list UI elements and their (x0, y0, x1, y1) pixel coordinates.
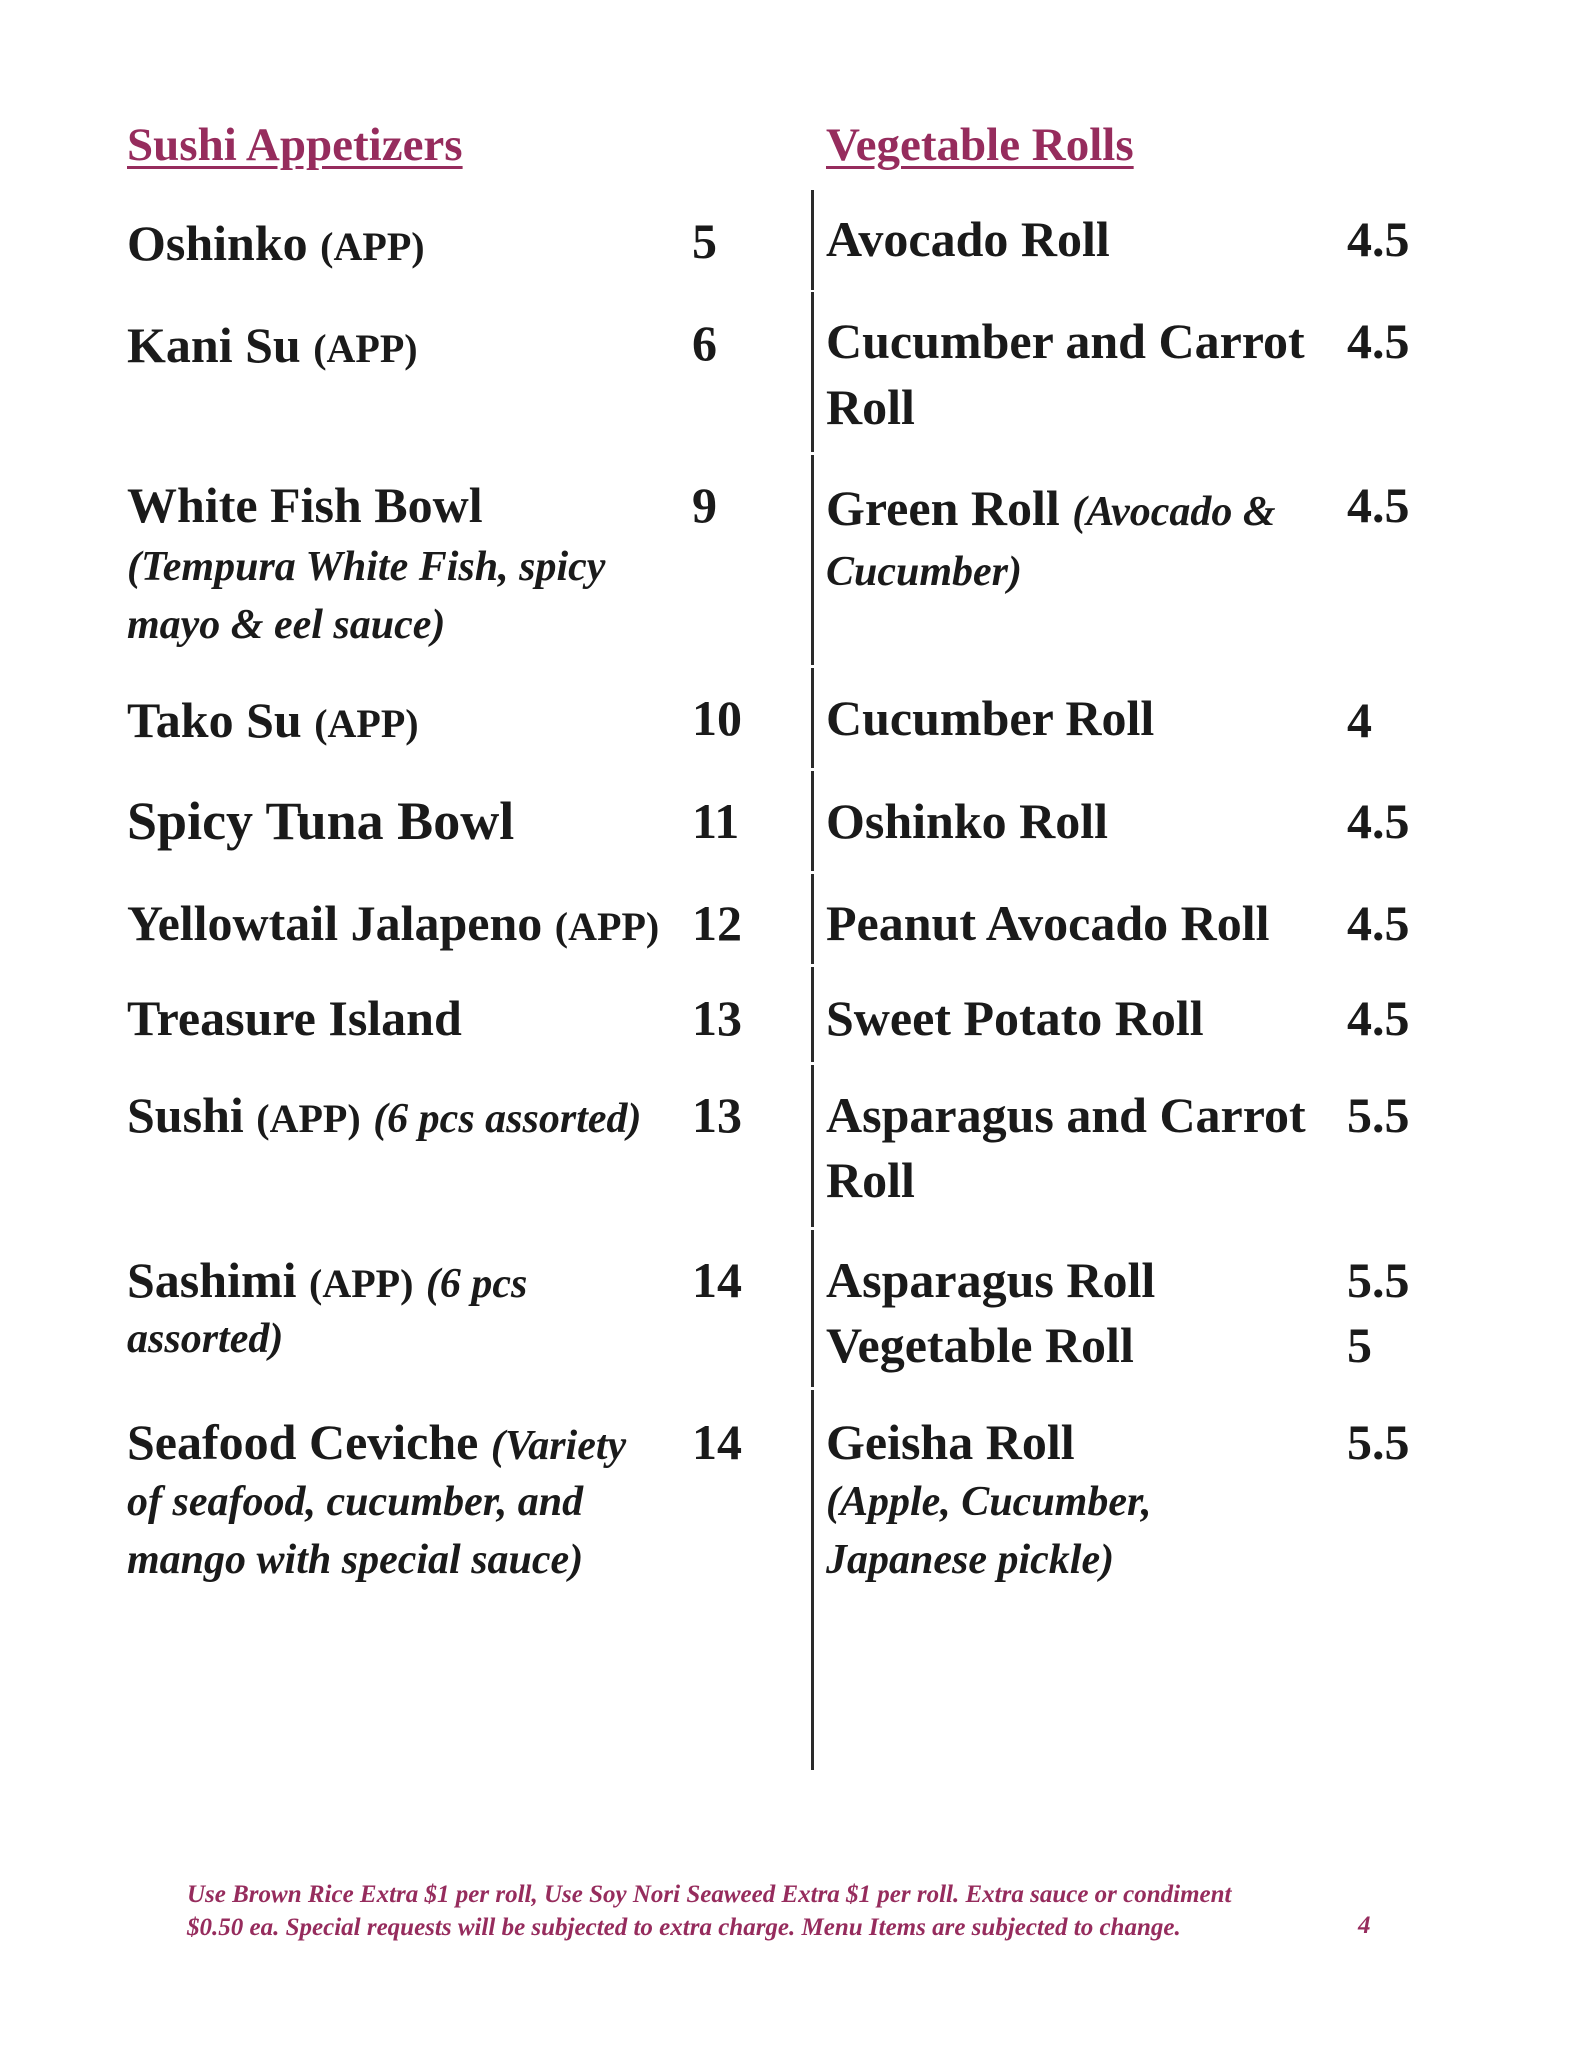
menu-item-description: (Apple, Cucumber, (826, 1479, 1152, 1525)
menu-item-price: 4.5 (1347, 895, 1410, 951)
column-divider (811, 967, 814, 1062)
menu-item-price: 5.5 (1347, 1252, 1410, 1308)
column-divider (811, 292, 814, 452)
menu-item-name: Seafood Ceviche (Variety (127, 1414, 627, 1470)
menu-item-description: assorted) (127, 1316, 284, 1362)
page-number: 4 (1358, 1912, 1371, 1939)
menu-item-price: 13 (692, 1087, 742, 1143)
menu-item-price: 5.5 (1347, 1087, 1410, 1143)
column-divider (811, 1065, 814, 1227)
column-divider (811, 190, 814, 290)
menu-item-name: Sweet Potato Roll (826, 990, 1204, 1046)
menu-item-name: Vegetable Roll (826, 1317, 1134, 1373)
menu-item-name-continued: Roll (826, 379, 915, 435)
vegetable-rolls-heading: Vegetable Rolls (826, 119, 1134, 171)
column-divider (811, 874, 814, 964)
menu-item-name: Asparagus Roll (826, 1252, 1156, 1308)
column-divider (811, 668, 814, 768)
menu-item-description: Cucumber) (826, 549, 1023, 595)
menu-item-price: 4.5 (1347, 211, 1410, 267)
menu-item-price: 5 (1347, 1317, 1372, 1373)
menu-item-description: Japanese pickle) (826, 1537, 1115, 1583)
menu-item-price: 5 (692, 213, 717, 269)
column-divider (811, 1230, 814, 1387)
menu-item-name: Sashimi (APP) (6 pcs (127, 1252, 528, 1308)
menu-item-price: 11 (692, 793, 740, 849)
menu-item-description: of seafood, cucumber, and (127, 1479, 584, 1525)
menu-item-description: mango with special sauce) (127, 1537, 584, 1583)
menu-item-name: Green Roll (Avocado & (826, 480, 1276, 536)
column-divider (811, 1390, 814, 1770)
sushi-appetizers-heading: Sushi Appetizers (127, 119, 463, 171)
menu-footer-note (187, 1878, 1387, 1944)
menu-item-name: Cucumber Roll (826, 690, 1155, 746)
menu-item-price: 5.5 (1347, 1414, 1410, 1470)
menu-item-price: 4.5 (1347, 313, 1410, 369)
footer-line-2: $0.50 ea. Special requests will be subjected to extra charge. Menu Items are subjected to change. (187, 1914, 1181, 1941)
menu-item-name: Kani Su (APP) (127, 317, 418, 373)
menu-item-description: mayo & eel sauce) (127, 602, 446, 648)
menu-item-name-continued: Roll (826, 1152, 915, 1208)
menu-item-name: Oshinko Roll (826, 793, 1109, 849)
menu-item-price: 13 (692, 990, 742, 1046)
menu-item-price: 9 (692, 477, 717, 533)
column-divider (811, 455, 814, 665)
menu-item-name: White Fish Bowl (127, 477, 483, 533)
menu-item-price: 4 (1347, 692, 1372, 748)
menu-item-name: Avocado Roll (826, 211, 1110, 267)
menu-item-name: Geisha Roll (826, 1414, 1075, 1470)
menu-item-price: 4.5 (1347, 477, 1410, 533)
column-divider (811, 771, 814, 871)
menu-item-price: 14 (692, 1414, 742, 1470)
menu-item-name: Asparagus and Carrot (826, 1087, 1306, 1143)
menu-item-name: Tako Su (APP) (127, 692, 419, 748)
menu-item-price: 12 (692, 895, 742, 951)
menu-item-name: Treasure Island (127, 990, 462, 1046)
menu-item-price: 10 (692, 690, 742, 746)
menu-item-name: Spicy Tuna Bowl (127, 791, 515, 851)
menu-item-name: Sushi (APP) (6 pcs assorted) (127, 1087, 642, 1143)
menu-item-name: Oshinko (APP) (127, 215, 425, 271)
menu-item-price: 14 (692, 1252, 742, 1308)
menu-item-name: Yellowtail Jalapeno (APP) (127, 895, 660, 951)
menu-item-price: 4.5 (1347, 793, 1410, 849)
footer-line-1: Use Brown Rice Extra $1 per roll, Use Soy Nori Seaweed Extra $1 per roll. Extra sauce or condiment (187, 1881, 1232, 1908)
menu-item-price: 4.5 (1347, 990, 1410, 1046)
menu-item-price: 6 (692, 315, 717, 371)
menu-item-name: Peanut Avocado Roll (826, 895, 1270, 951)
menu-item-name: Cucumber and Carrot (826, 313, 1305, 369)
menu-item-description: (Tempura White Fish, spicy (127, 544, 606, 590)
